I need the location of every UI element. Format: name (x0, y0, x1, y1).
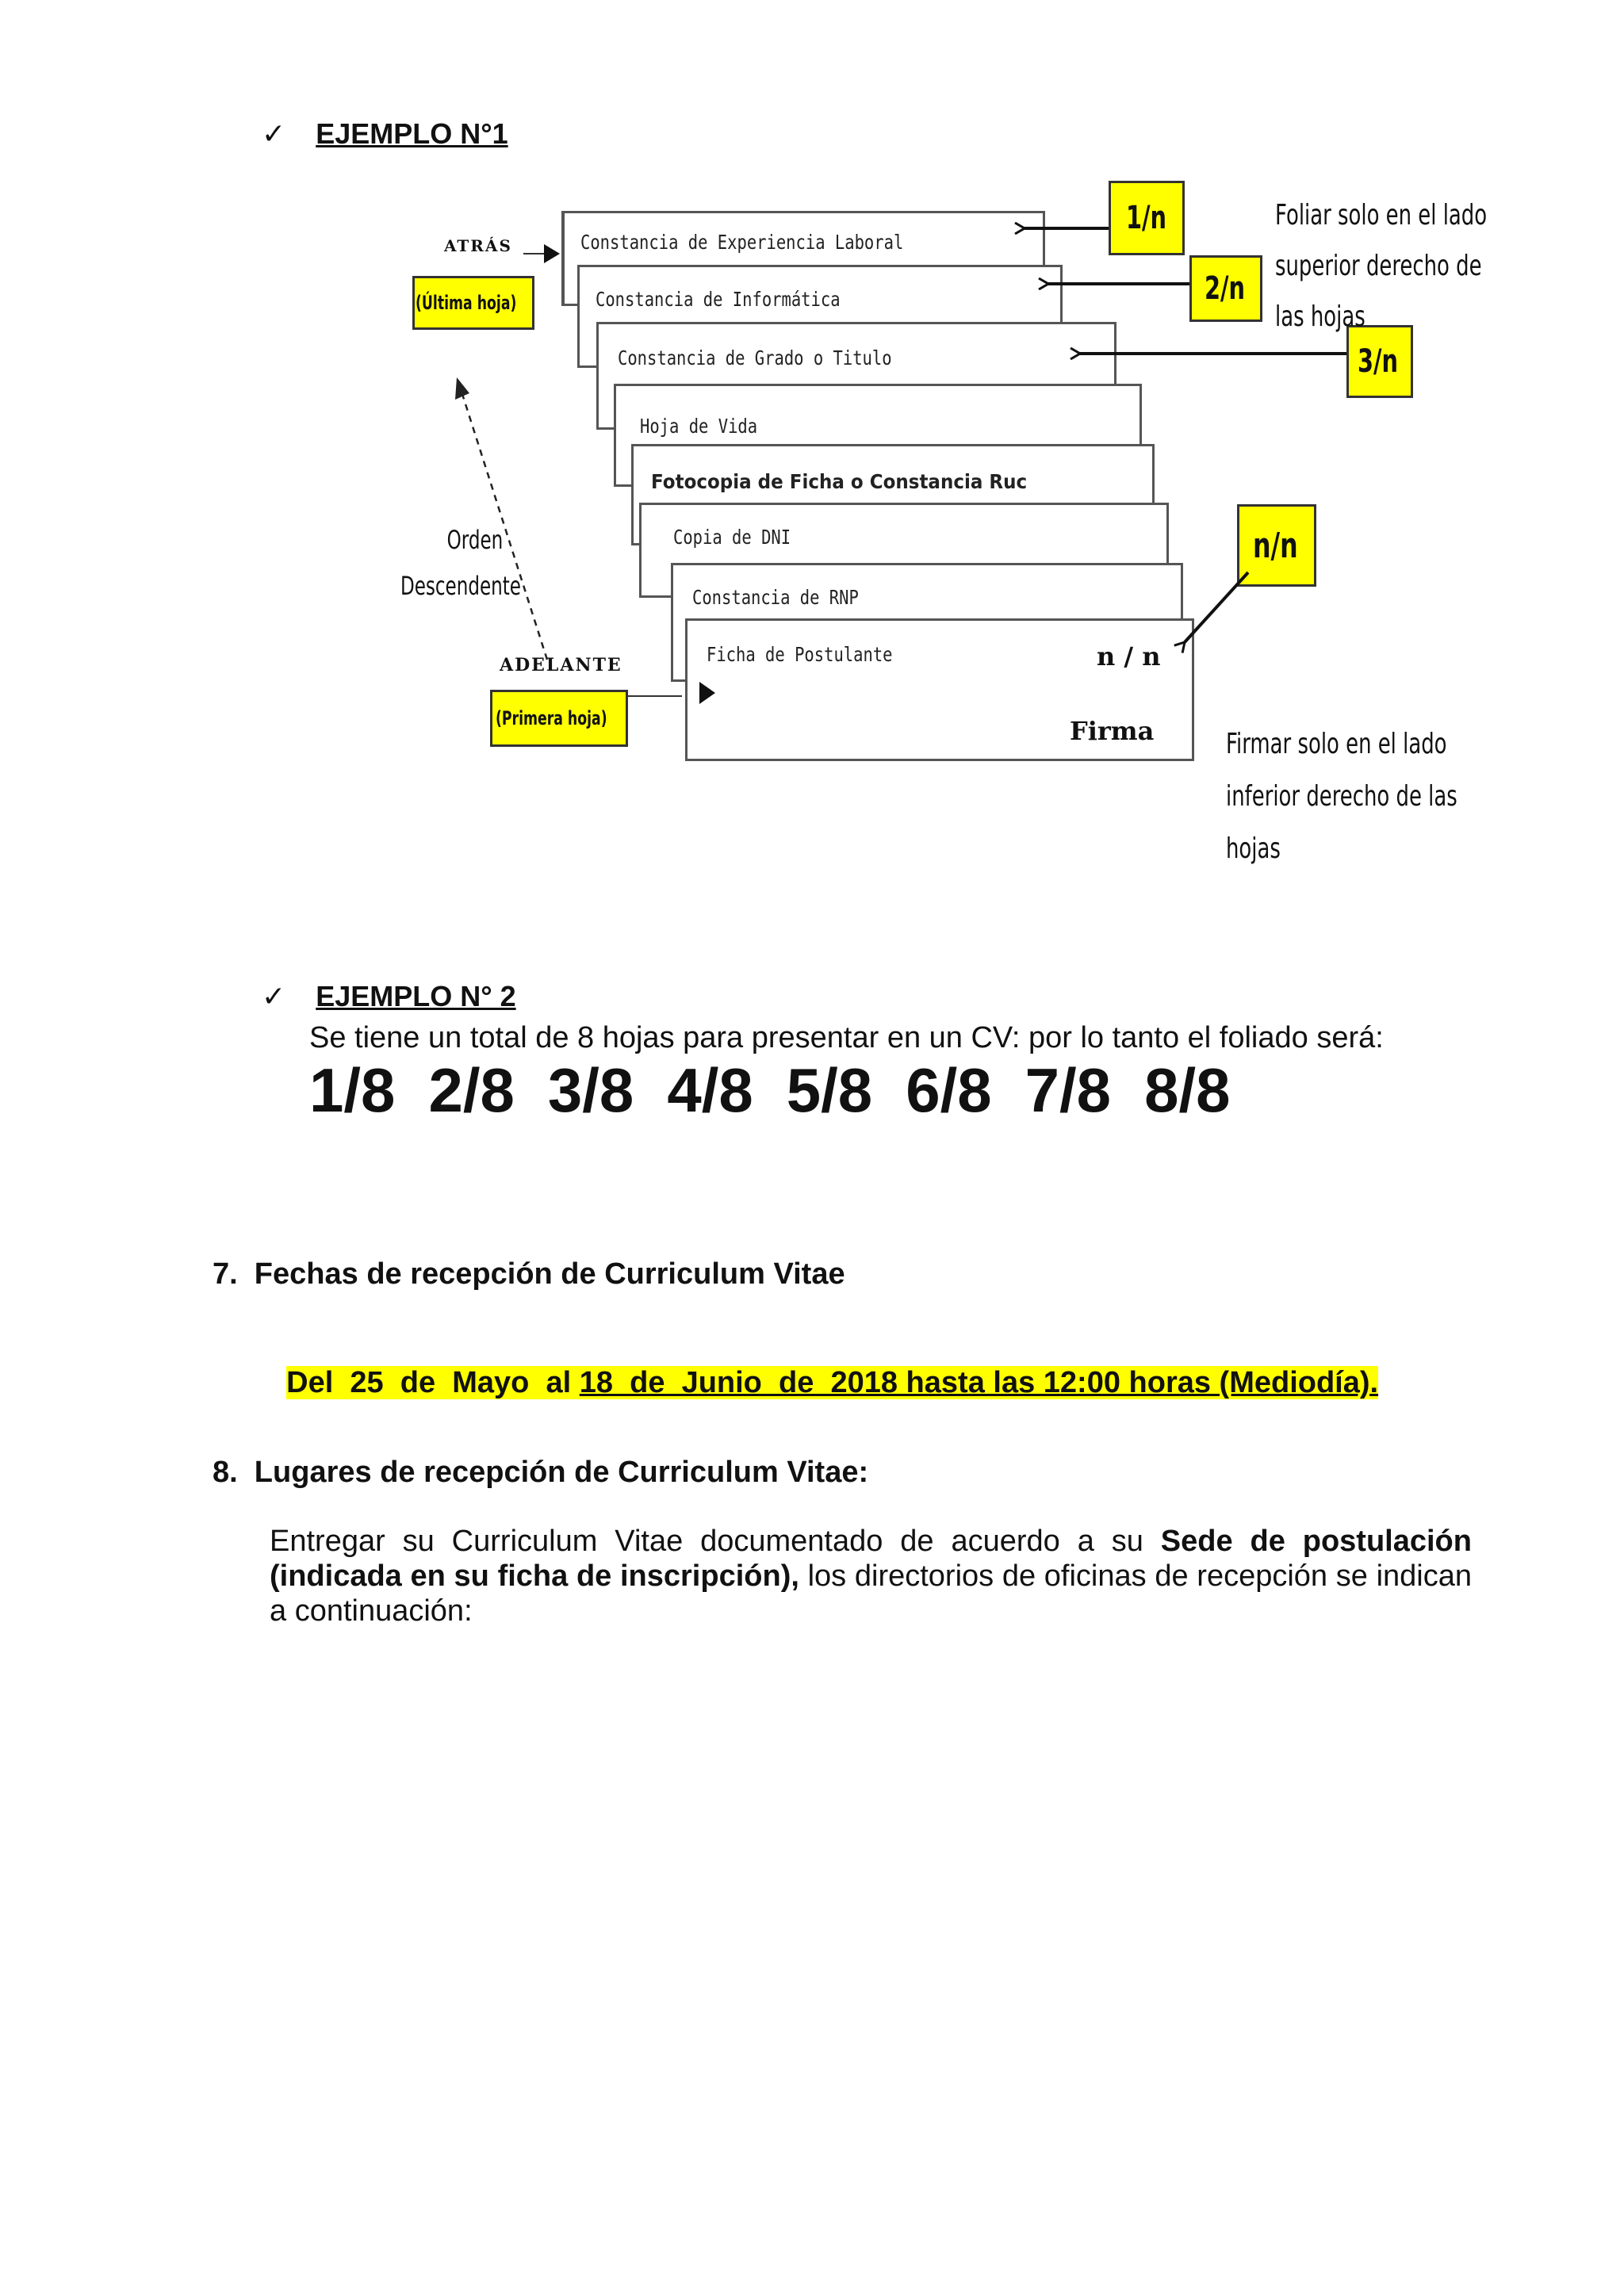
folio-number: 1/8 (309, 1055, 396, 1125)
example2-description: Se tiene un total de 8 hojas para presentar en un CV: por lo tanto el foliado será: (309, 1021, 1384, 1054)
folio-box-label: 2/n (1204, 270, 1245, 307)
folio-arrow-n (1185, 572, 1248, 642)
folio-diagram (0, 0, 1624, 888)
folio-number: 6/8 (906, 1055, 992, 1125)
folio-note-line: las hojas (1275, 300, 1365, 333)
example2-heading (262, 980, 516, 1013)
check-icon: ✓ (262, 118, 286, 151)
dates-highlight-start: Del 25 de Mayo al (286, 1366, 580, 1399)
folio-note-line: superior derecho de (1275, 250, 1482, 282)
dates-highlight-underlined: 18 de Junio de 2018 hasta las 12:00 horas (Mediodía). (579, 1366, 1379, 1399)
sheet-label: Constancia de Experiencia Laboral (580, 231, 904, 254)
folio-note-line: Foliar solo en el lado (1275, 199, 1488, 232)
example2-title: EJEMPLO N° 2 (316, 980, 516, 1012)
folio-number: 2/8 (428, 1055, 515, 1125)
sign-note-line: hojas (1226, 832, 1281, 865)
sheet-label: Hoja de Vida (640, 415, 758, 438)
sheet-label: Constancia de Informática (596, 288, 841, 311)
order-line1: Orden (446, 525, 504, 555)
section8-paragraph (270, 1524, 1472, 1628)
folio-number: 8/8 (1144, 1055, 1231, 1125)
back-box-label: (Última hoja) (415, 292, 516, 314)
folio-sequence (309, 1054, 1231, 1127)
folio-number: 7/8 (1025, 1055, 1112, 1125)
folio-number: 3/8 (547, 1055, 634, 1125)
sheet-label: Copia de DNI (673, 526, 791, 549)
front-tag: ADELANTE (500, 655, 622, 675)
front-arrow (628, 682, 715, 704)
check-icon: ✓ (262, 981, 286, 1013)
folio-box-label: 3/n (1357, 343, 1398, 380)
back-tag: ATRÁS (444, 236, 512, 255)
order-line2: Descendente (400, 571, 521, 601)
front-box-label: (Primera hoja) (496, 707, 607, 729)
sign-note-line: Firmar solo en el lado (1226, 728, 1447, 760)
section8-text-1: Entregar su Curriculum Vitae documentado de acuerdo a su (270, 1525, 1161, 1558)
back-arrow (523, 244, 560, 263)
section8-text-2: los directorios de oficinas de recepción se indican a continuación: (270, 1559, 1472, 1628)
section8-text-bold: Sede de postulación (indicada en su ficha de inscripción), (270, 1525, 1472, 1593)
sheet-label: Ficha de Postulante (707, 643, 893, 666)
sheet-label: Fotocopia de Ficha o Constancia Ruc (651, 470, 1028, 493)
sheet-label: Constancia de Grado o Titulo (618, 346, 892, 369)
sign-note-line: inferior derecho de las (1226, 780, 1457, 813)
diagram-arrows (0, 0, 1624, 888)
folio-number: 5/8 (786, 1055, 873, 1125)
order-arrow (455, 377, 547, 660)
section7-dates (270, 1332, 1378, 1400)
folio-box-label: n/n (1252, 525, 1298, 566)
sheet-label: Constancia de RNP (692, 586, 859, 609)
section8-heading: 8. Lugares de recepción de Curriculum Vitae: (213, 1456, 869, 1489)
section7-heading: 7. Fechas de recepción de Curriculum Vitae (213, 1257, 845, 1291)
front-sheet-number: n / n (1097, 641, 1161, 672)
folio-number: 4/8 (667, 1055, 753, 1125)
front-sheet-sign: Firma (1070, 716, 1155, 746)
folio-box-label: 1/n (1125, 200, 1166, 236)
example1-title: EJEMPLO N°1 (316, 117, 508, 150)
